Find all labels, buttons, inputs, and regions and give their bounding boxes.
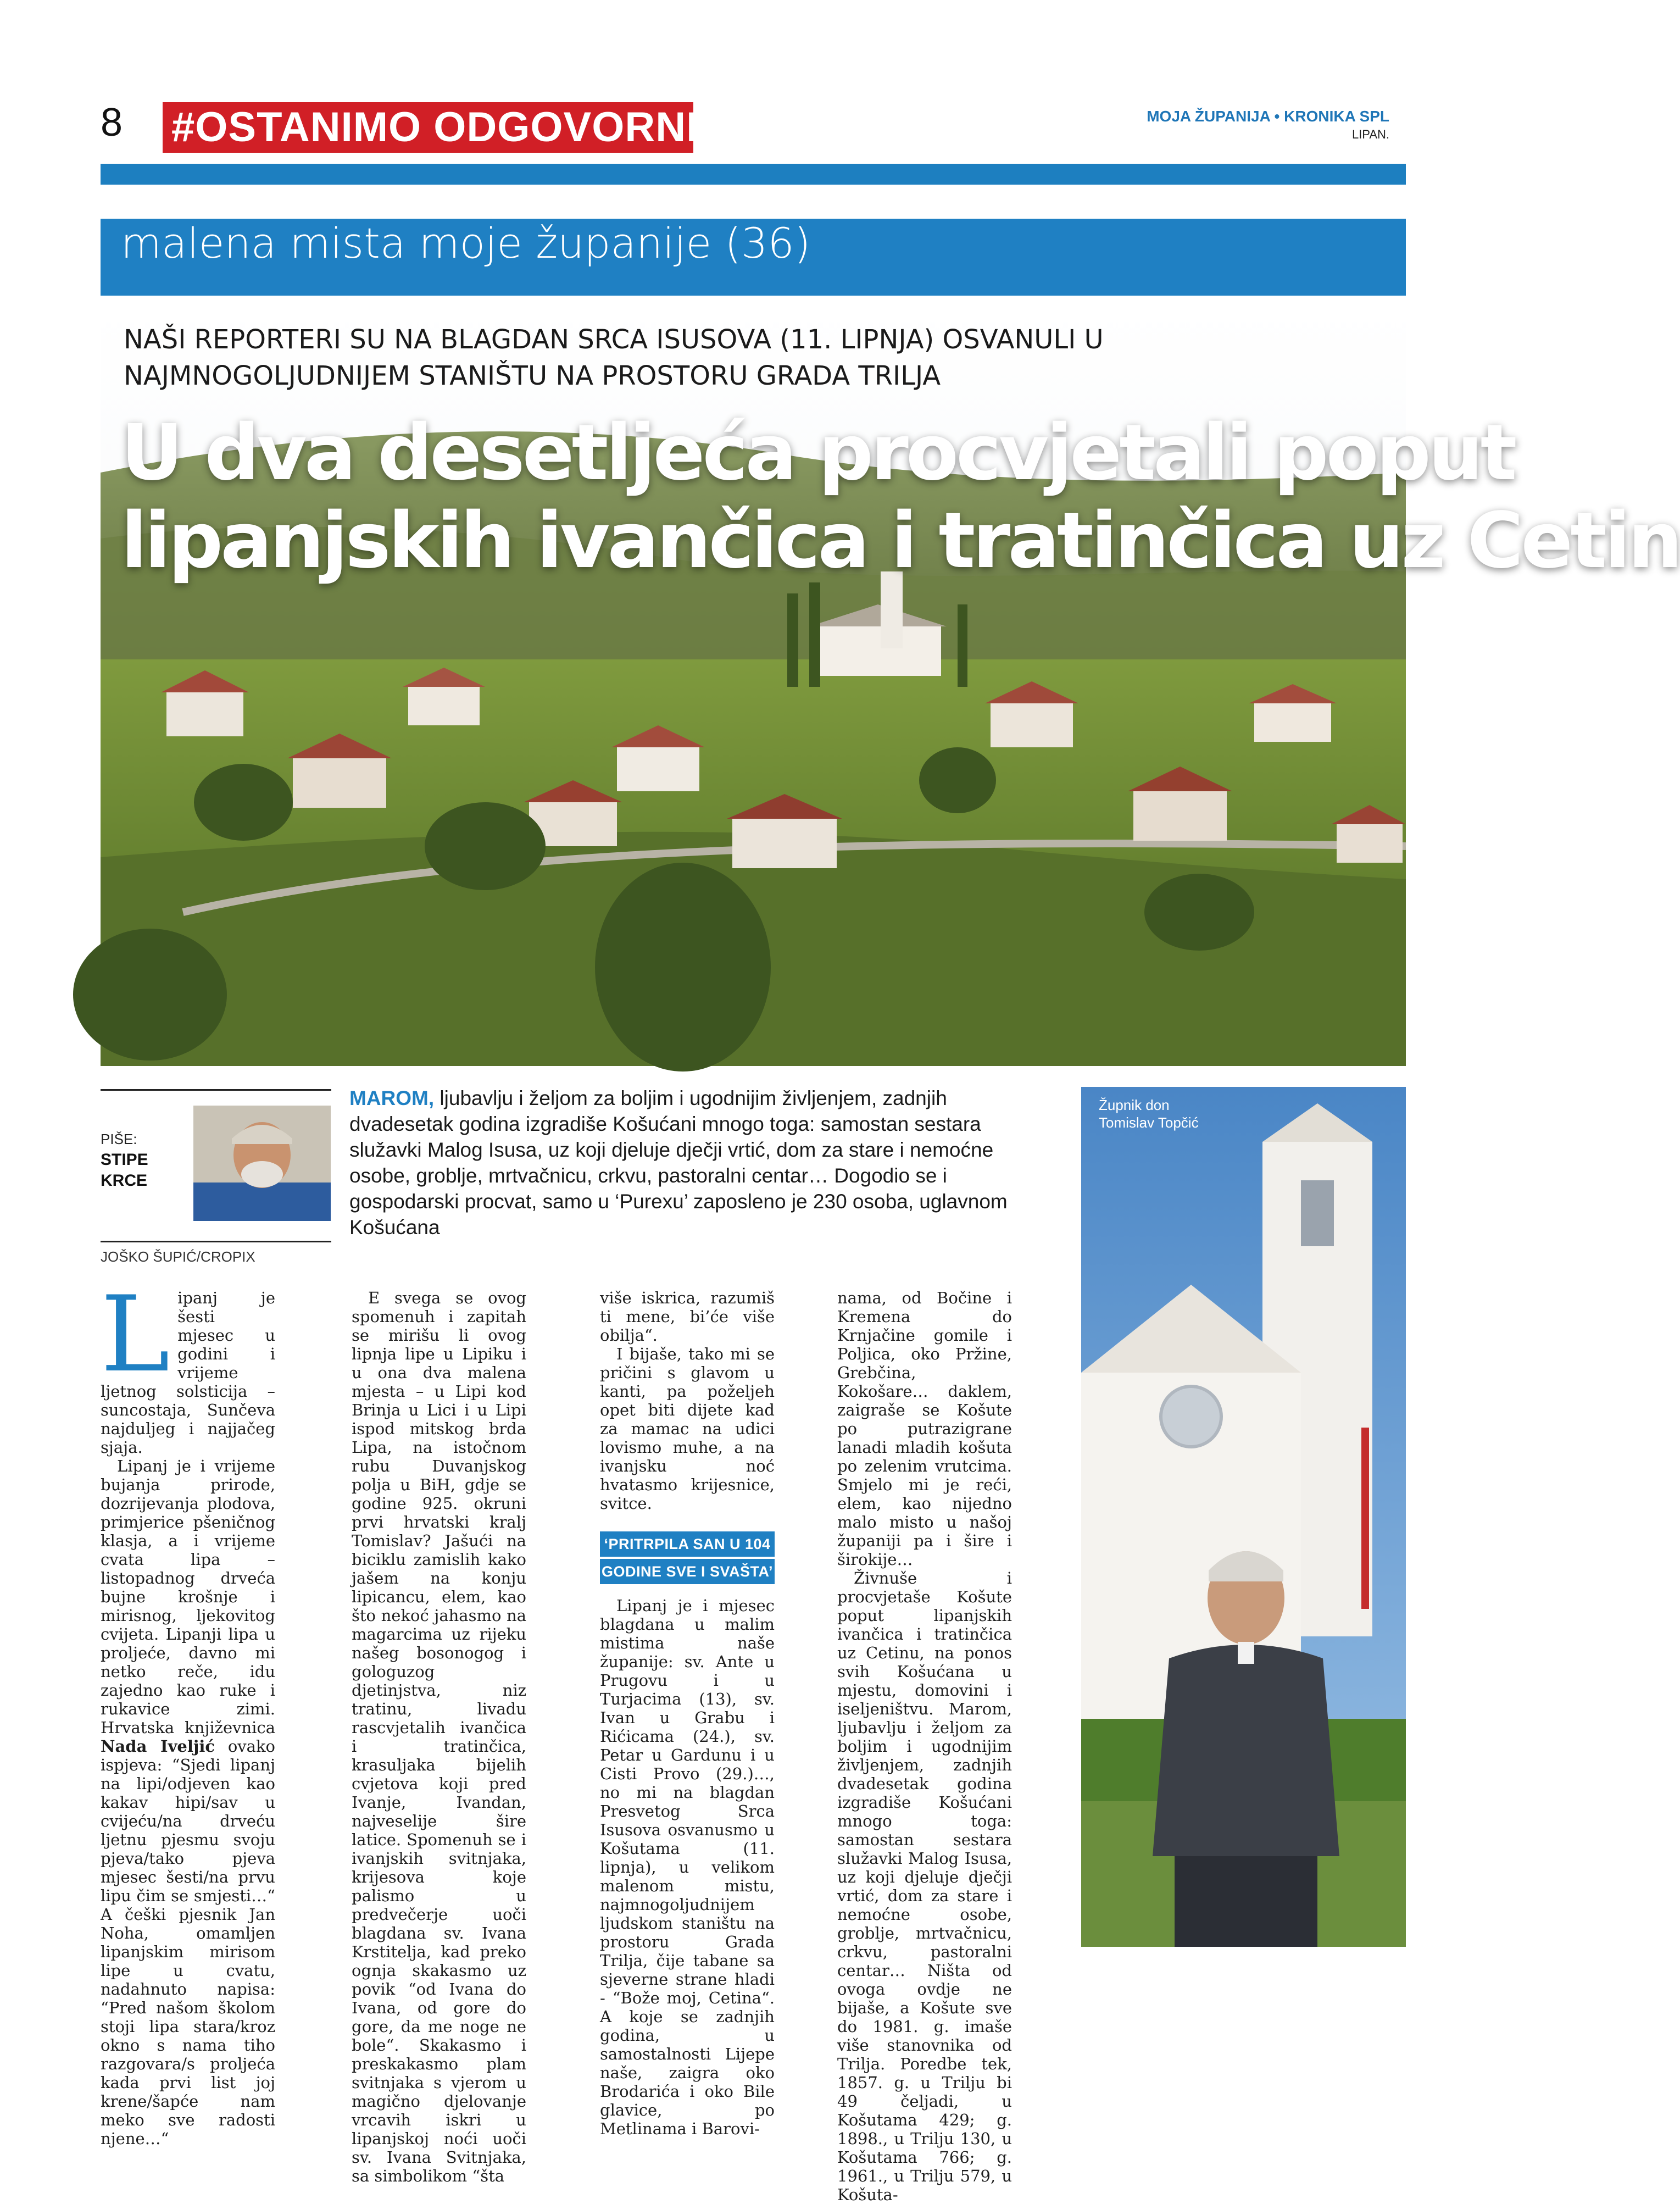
author-last-name: KRCE (101, 1172, 148, 1190)
paragraph: Živnuše i procvjetaše Košute poput lipanjskih ivančica i tratinčica uz Cetinu, na ponos svih Košućana u mjestu, domovini i iseljeništvu. Marom, ljubavlju i željom za boljim i ugodnijim življenjem, zadnjih dvadesetak godina izgradiše Košućani mnogo toga: samostan sestara služavki Malog Isusa, uz koji djeluje dječji vrtić, dom za stare i nemoćne osobe, groblje, mrtvačnicu, crkvu, pastoralni centar… Ništa od ovoga ovdje ne bijaše, a Košute sve do 1981. g. imaše više stanovnika od Trilja. Poredbe tek, 1857. g. u Trilju bi 49 čeljadi, u Košutama 429; g. 1898., u Trilju 130, u Košutama 766; g. 1961., u Trilju 579, u Košuta- (837, 1569, 1012, 2204)
headline-line-2: lipanjskih ivančica i tratinčica uz Cetin (121, 496, 1680, 586)
series-title: malena mista moje županije (36) (121, 219, 811, 268)
article-subhead (124, 321, 1104, 394)
caption-line-2: Tomislav Topčić (1099, 1114, 1199, 1131)
author-first-name: STIPE (101, 1151, 148, 1169)
drop-cap: L (101, 1274, 170, 1395)
header-rule (101, 164, 1406, 185)
paragraph-text: Lipanj je i vrijeme bujanja prirode, dozrijevanja plodova, primjerice pšeničnog klasja, a i vrijeme cvata lipa – listopadnog drveća bujne krošnje i mirisnog, ljekovitog cvijeta. Lipanji lipa u proljeće, davno mi netko reče, idu zajedno kao ruke i rukavice zimi. Hrvatska književnica (101, 1457, 275, 1737)
paragraph (101, 1457, 275, 2148)
section-subhead-line-2: GODINE SVE I SVAŠTA’ (600, 1559, 775, 1584)
paragraph-text: ovako ispjeva: “Sjedi lipanj na lipi/odjeven kao kakav hipi/sav u cvijeću/na drveću ljetnu pjesmu svoju pjeva/tako pjeva mjesec šesti/na prvu lipu čim se smjesti…“ A češki pjesnik Jan Noha, omamljen lipanjskim mirisom lipe u cvatu, nadahnuto napisa: “Pred našom školom stoji lipa stara/kroz okno s nama tiho razgovara/s proljeća kada prvi list joj krene/šapće nam meko sve radosti njene…“ (101, 1737, 275, 2148)
author-name (101, 1150, 148, 1191)
photo-caption (1099, 1096, 1199, 1131)
publication-header (1147, 108, 1389, 142)
byline-divider (101, 1089, 331, 1091)
article-headline (121, 408, 1680, 586)
byline-divider-bottom (101, 1241, 331, 1242)
paragraph: ipanj je šesti mjesec u godini i vrijeme ljetnog solsticija – suncostaja, Sunčeva najduljeg i najjačeg sjaja. (101, 1289, 275, 1457)
body-column-2 (352, 1289, 526, 2185)
photo-credit: JOŠKO ŠUPIĆ/CROPIX (101, 1248, 255, 1265)
paragraph: više iskrica, razumiš ti mene, bi’će više obilja“. (600, 1289, 775, 1345)
author-photo (193, 1106, 331, 1221)
page-number: 8 (101, 101, 123, 145)
publication-name: MOJA ŽUPANIJA • KRONIKA SPL (1147, 108, 1389, 125)
section-subhead-line-1: ‘PRITRPILA SAN U 104 (600, 1531, 775, 1557)
byline-label: PIŠE: (101, 1131, 137, 1147)
paragraph: Lipanj je i mjesec blagdana u malim mistima naše županije: sv. Ante u Prugovu i u Turjacima (13), sv. Ivan u Grabu i Rićicama (24.), sv. Petar u Gardunu i u Cisti Provo (29.)…, no mi na blagdan Presvetog Srca Isusova osvanusmo u Košutama (11. lipnja), u velikom malenom mistu, najmnogoljudnijem ljudskom staništu na prostoru Grada Trilja, čije tabane sa sjeverne strane hladi - “Bože moj, Cetina“. A koje se zadnjih godina, u samostalnosti Lijepe naše, zaigra oko Brodarića i oko Bile glavice, po Metlinama i Barovi- (600, 1596, 775, 2138)
paragraph: nama, od Bočine i Kremena do Krnjačine gomile i Poljica, oko Pržine, Grebčina, Kokošare… daklem, zaigraše se Košute po putrazigrane lanadi mladih košuta po zelenim vrutcima. Smjelo mi je reći, elem, kao nijedno malo misto u našoj županiji pa i šire i širokije… (837, 1289, 1012, 1569)
lead-keyword: MAROM, (349, 1087, 435, 1109)
subhead-line-1: NAŠI REPORTERI SU NA BLAGDAN SRCA ISUSOVA (11. LIPNJA) OSVANULI U (124, 324, 1104, 355)
headline-line-1: U dva desetljeća procvjetali poput (121, 408, 1515, 498)
caption-line-1: Župnik don (1099, 1097, 1170, 1113)
paragraph: E svega se ovog spomenuh i zapitah se mirišu li ovog lipnja lipe u Lipiku i u ona dva malena mjesta – u Lipi kod Brinja u Lici i u Lipi ispod mitskog brda Lipa, na istočnom rubu Duvanjskog polja u BiH, gdje se godine 925. okruni prvi hrvatski kralj Tomislav? Jašući na biciklu zamislih kako jašem na konju lipicancu, elem, kao što nekoć jahasmo na magarcima uz rijeku našeg bosonogog i gologuzog djetinjstva, niz tratinu, livadu rascvjetalih ivančica i tratinčica, krasuljaka bijelih cvjetova koji pred Ivanje, Ivandan, najveselije šire latice. Spomenuh se i ivanjskih svitnjaka, krijesova koje palismo u predvečerje uoči blagdana sv. Ivana Krstitelja, kad preko ognja skakasmo uz povik “od Ivana do Ivana, od gore do gore, da me noge ne bole“. Skakasmo i preskakasmo plam svitnjaka s vjerom u magično djelovanje vrcavih iskri u lipanjskoj noći uoči sv. Ivana Svitnjaka, sa simbolikom “šta (352, 1289, 526, 2185)
poet-name: Nada Iveljić (101, 1737, 215, 1756)
article-lead (349, 1085, 1047, 1240)
body-column-1 (101, 1274, 275, 2148)
lead-text: ljubavlju i željom za boljim i ugodnijim življenjem, zadnjih dvadesetak godina izgradiše Košućani mnogo toga: samostan sestara služavki Malog Isusa, uz koji djeluje dječji vrtić, dom za stare i nemoćne osobe, groblje, mrtvačnicu, crkvu, pastoralni centar… Dogodio se i gospodarski procvat, samo u ‘Purexu’ zaposleno je 230 osoba, uglavnom Košućana (349, 1087, 1008, 1239)
issue-date: LIPAN. (1351, 127, 1389, 141)
subhead-line-2: NAJMNOGOLJUDNIJEM STANIŠTU NA PROSTORU GRADA TRILJA (124, 360, 941, 391)
priest-photo (1081, 1087, 1406, 1947)
body-column-3 (600, 1289, 775, 2138)
paragraph: I bijaše, tako mi se pričini s glavom u kanti, pa poželjeh opet biti dijete kad za mamac na udici lovismo muhe, a na ivanjsku noć hvatasmo krijesnice, svitce. (600, 1345, 775, 1513)
section-tag: #OSTANIMO ODGOVORNI (163, 102, 693, 153)
body-column-4 (837, 1289, 1012, 2204)
